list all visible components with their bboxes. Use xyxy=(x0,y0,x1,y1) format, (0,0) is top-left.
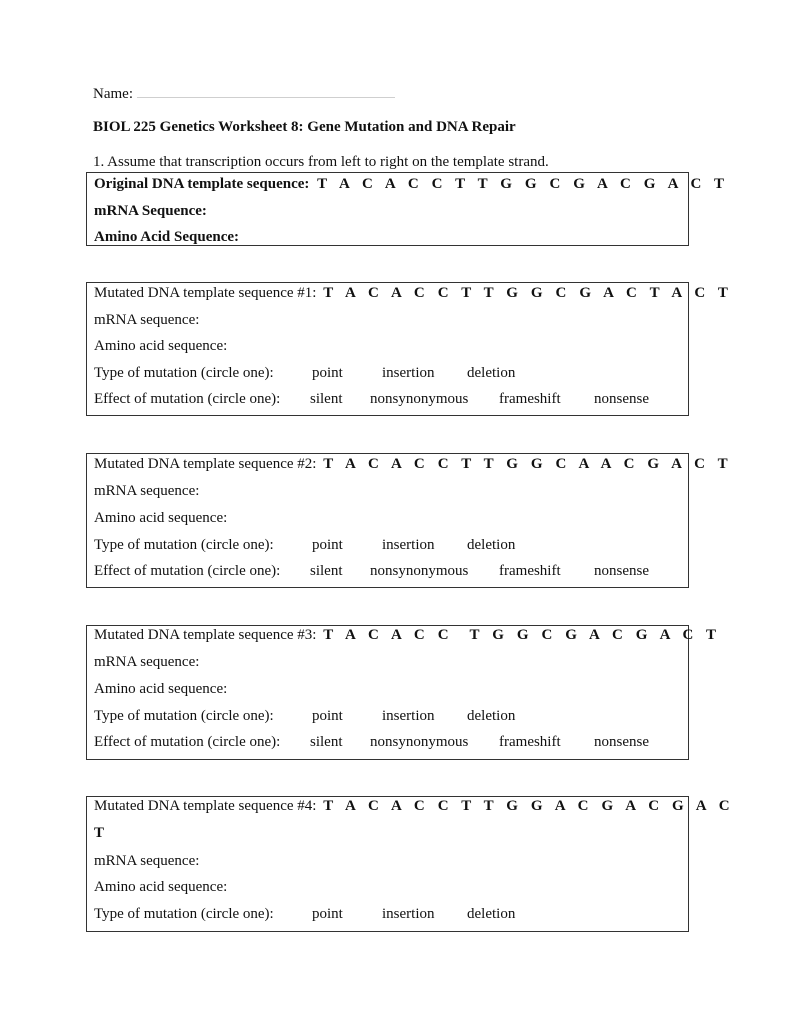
mutation-2-type-label: Type of mutation (circle one): xyxy=(94,537,274,553)
mutation-1-sequence: T A C A C C T T G G C G A C T A C T xyxy=(323,285,733,301)
mutation-2-effect-nonsense[interactable]: nonsense xyxy=(594,563,649,579)
mutation-4-type-insertion[interactable]: insertion xyxy=(382,906,435,922)
mutation-1-label: Mutated DNA template sequence #1: xyxy=(94,285,317,301)
mutation-4-type-deletion[interactable]: deletion xyxy=(467,906,516,922)
name-label: Name: xyxy=(93,86,133,102)
mutation-1-type-deletion[interactable]: deletion xyxy=(467,365,516,381)
mutation-4-sequence: T A C A C C T T G G A C G A C G A C xyxy=(323,798,735,814)
mutation-3-type-deletion[interactable]: deletion xyxy=(467,708,516,724)
mutation-1-effect-frameshift[interactable]: frameshift xyxy=(499,391,561,407)
mutation-3-effect-nonsense[interactable]: nonsense xyxy=(594,734,649,750)
mutation-3-type-point[interactable]: point xyxy=(312,708,343,724)
mutation-3-sequence: T A C A C C T G G C G A C G A C T xyxy=(323,627,721,643)
mutation-4-amino-label: Amino acid sequence: xyxy=(94,879,228,895)
mutation-3-type-label: Type of mutation (circle one): xyxy=(94,708,274,724)
mutation-1-mrna-label: mRNA sequence: xyxy=(94,312,200,328)
mutation-2-mrna-label: mRNA sequence: xyxy=(94,483,200,499)
mutation-2-effect-frameshift[interactable]: frameshift xyxy=(499,563,561,579)
mutation-1-type-label: Type of mutation (circle one): xyxy=(94,365,274,381)
original-amino-label: Amino Acid Sequence: xyxy=(94,229,240,245)
mutation-3-label: Mutated DNA template sequence #3: xyxy=(94,627,317,643)
original-template-label: Original DNA template sequence: xyxy=(94,176,310,192)
mutation-2-type-deletion[interactable]: deletion xyxy=(467,537,516,553)
mutation-1-box xyxy=(86,282,733,416)
mutation-2-box xyxy=(86,453,733,588)
mutation-2-type-insertion[interactable]: insertion xyxy=(382,537,435,553)
name-field[interactable] xyxy=(137,84,395,98)
mutation-4-type-label: Type of mutation (circle one): xyxy=(94,906,274,922)
mutation-1-effect-nonsynonymous[interactable]: nonsynonymous xyxy=(370,391,469,407)
mutation-3-effect-silent[interactable]: silent xyxy=(310,734,343,750)
mutation-3-effect-nonsynonymous[interactable]: nonsynonymous xyxy=(370,734,469,750)
original-sequence: T A C A C C T T G G C G A C G A C T xyxy=(317,176,729,192)
mutation-3-box xyxy=(86,625,721,760)
mutation-2-label: Mutated DNA template sequence #2: xyxy=(94,456,317,472)
mutation-4-sequence-wrap: T xyxy=(94,825,109,841)
mutation-2-amino-label: Amino acid sequence: xyxy=(94,510,228,526)
mutation-3-template-row xyxy=(94,627,721,644)
worksheet-title: BIOL 225 Genetics Worksheet 8: Gene Mutation and DNA Repair xyxy=(93,119,516,135)
mutation-2-effect-label: Effect of mutation (circle one): xyxy=(94,563,281,579)
mutation-1-effect-label: Effect of mutation (circle one): xyxy=(94,391,281,407)
mutation-1-type-insertion[interactable]: insertion xyxy=(382,365,435,381)
mutation-1-effect-silent[interactable]: silent xyxy=(310,391,343,407)
mutation-1-template-row xyxy=(94,285,733,302)
question-1-instruction: 1. Assume that transcription occurs from left to right on the template strand. xyxy=(93,154,549,170)
mutation-3-amino-label: Amino acid sequence: xyxy=(94,681,228,697)
original-template-row xyxy=(94,176,729,193)
original-sequence-box xyxy=(86,172,729,246)
mutation-4-label: Mutated DNA template sequence #4: xyxy=(94,798,317,814)
original-mrna-label: mRNA Sequence: xyxy=(94,203,207,219)
mutation-3-effect-frameshift[interactable]: frameshift xyxy=(499,734,561,750)
mutation-3-type-insertion[interactable]: insertion xyxy=(382,708,435,724)
mutation-2-template-row xyxy=(94,456,732,473)
mutation-3-effect-label: Effect of mutation (circle one): xyxy=(94,734,281,750)
mutation-2-sequence: T A C A C C T T G G C A A C G A C T xyxy=(323,456,733,472)
mutation-4-mrna-label: mRNA sequence: xyxy=(94,853,200,869)
mutation-1-type-point[interactable]: point xyxy=(312,365,343,381)
mutation-2-effect-silent[interactable]: silent xyxy=(310,563,343,579)
mutation-4-type-point[interactable]: point xyxy=(312,906,343,922)
mutation-4-template-row xyxy=(94,798,734,815)
mutation-1-effect-nonsense[interactable]: nonsense xyxy=(594,391,649,407)
mutation-3-mrna-label: mRNA sequence: xyxy=(94,654,200,670)
mutation-2-effect-nonsynonymous[interactable]: nonsynonymous xyxy=(370,563,469,579)
name-row xyxy=(93,84,395,103)
mutation-4-box xyxy=(86,796,735,932)
mutation-2-type-point[interactable]: point xyxy=(312,537,343,553)
mutation-1-amino-label: Amino acid sequence: xyxy=(94,338,228,354)
